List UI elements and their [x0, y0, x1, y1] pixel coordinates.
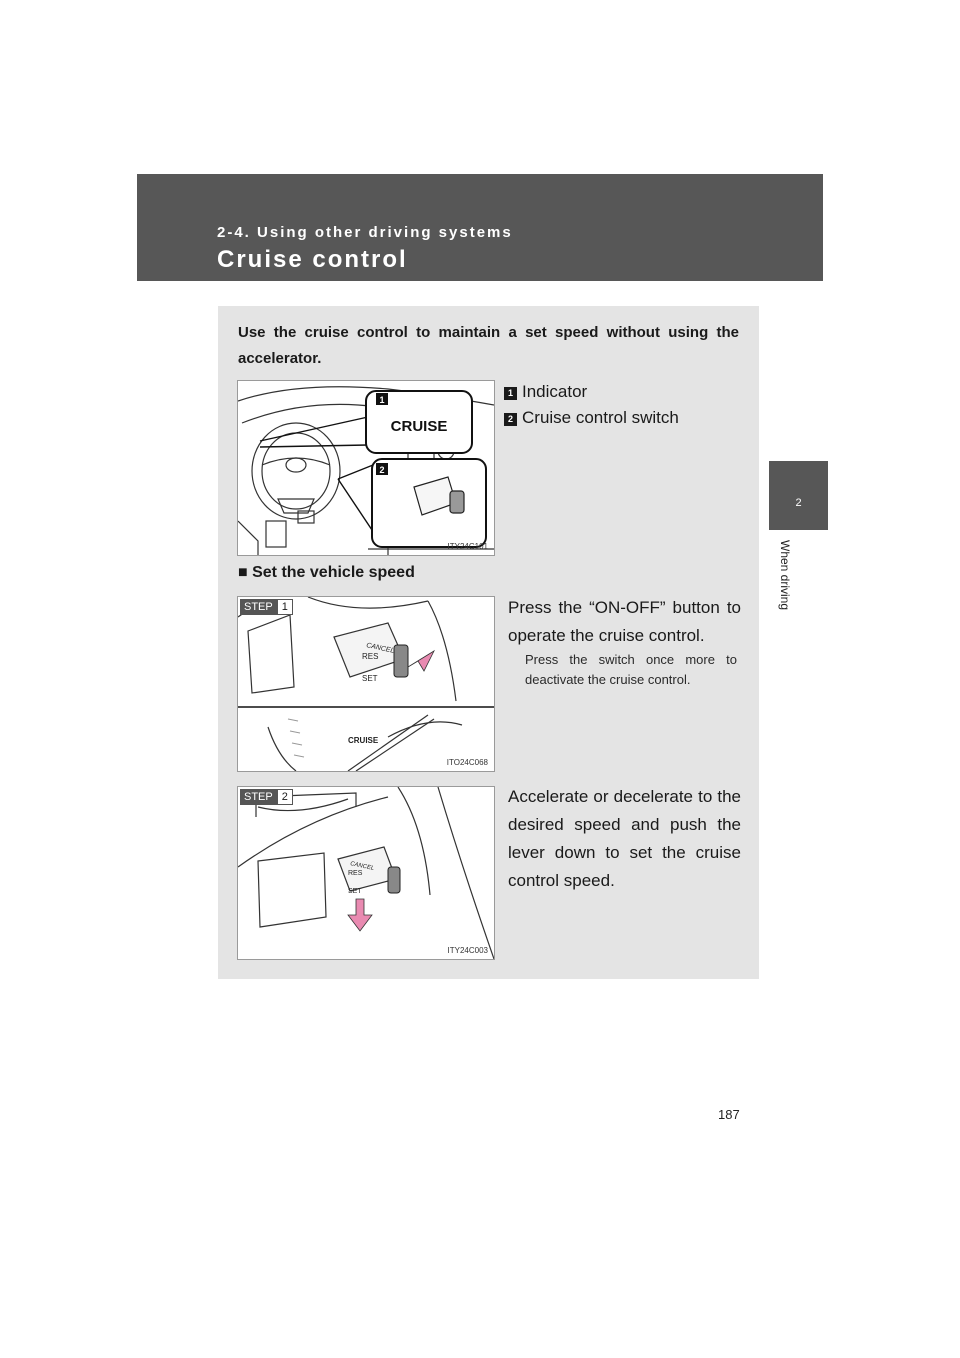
- press-arrow-icon: [408, 651, 434, 671]
- lever-res-label: RES: [362, 652, 379, 661]
- page-number: 187: [718, 1107, 740, 1122]
- svg-text:2: 2: [379, 465, 385, 475]
- svg-text:1: 1: [379, 395, 385, 405]
- callout-label: Indicator: [522, 382, 588, 401]
- figure-step-1: [237, 596, 495, 772]
- content-panel: [218, 306, 759, 979]
- step-badge-number: 1: [277, 599, 293, 615]
- subheading: ■ Set the vehicle speed: [238, 564, 415, 581]
- cruise-indicator-label: CRUISE: [390, 418, 448, 435]
- lever-push-illustration: [238, 787, 494, 959]
- section-title: 2-4. Using other driving systems: [217, 224, 513, 241]
- step-1-text: Press the “ON-OFF” button to operate the cruise control.: [508, 598, 741, 645]
- svg-text:RES: RES: [348, 870, 363, 877]
- intro-text: Use the cruise control to maintain a set speed without using the accelerator.: [238, 324, 739, 367]
- svg-text:SET: SET: [348, 888, 362, 895]
- lever-set-label: SET: [362, 674, 378, 683]
- callout-switch: [504, 408, 679, 428]
- figure-code: ITO24C068: [446, 758, 488, 767]
- chapter-tab: [769, 461, 828, 530]
- lever-press-illustration: [238, 597, 494, 771]
- callout-number: 2: [504, 413, 517, 426]
- push-down-arrow-icon: [348, 899, 372, 931]
- step-badge-number: 2: [277, 789, 293, 805]
- lever-cancel-label: CANCEL: [365, 642, 395, 655]
- step-badge: [240, 789, 293, 805]
- step-badge-label: STEP: [240, 789, 277, 805]
- svg-text:CANCEL: CANCEL: [349, 861, 375, 873]
- step-badge-label: STEP: [240, 599, 277, 615]
- chapter-tab-label-wrap: [765, 540, 805, 630]
- steering-wheel-illustration: [238, 381, 494, 555]
- figure-overview: [237, 380, 495, 556]
- step-badge: [240, 599, 293, 615]
- chapter-tab-number: 2: [795, 497, 802, 509]
- figure-code: ITY24C101: [447, 542, 488, 551]
- cruise-indicator-label: CRUISE: [348, 736, 379, 745]
- chapter-header: [137, 174, 823, 281]
- callout-number: 1: [504, 387, 517, 400]
- step-2-text: Accelerate or decelerate to the desired speed and push the lever down to set the cruise control speed.: [508, 787, 741, 890]
- step-1-note: Press the switch once more to deactivate the cruise control.: [525, 652, 737, 687]
- chapter-tab-label: When driving: [778, 540, 792, 611]
- page-title: Cruise control: [217, 246, 408, 273]
- figure-step-2: [237, 786, 495, 960]
- callout-label: Cruise control switch: [522, 408, 679, 427]
- callout-indicator: [504, 382, 587, 402]
- figure-code: ITY24C003: [447, 946, 488, 955]
